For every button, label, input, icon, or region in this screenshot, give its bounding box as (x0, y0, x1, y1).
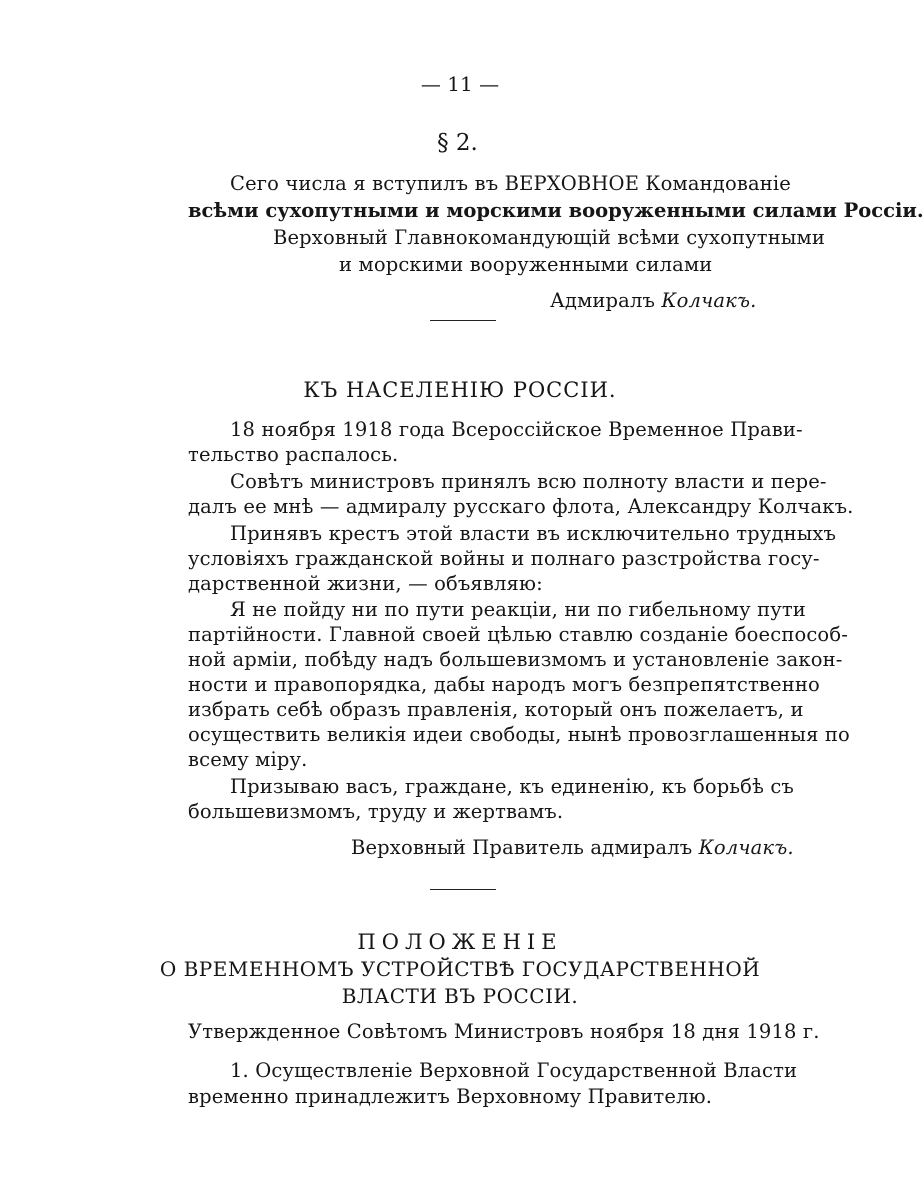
paragraph-line: партійности. Главной своей цѣлью ставлю созданіе боеспособ- (188, 623, 848, 646)
address-title: КЪ НАСЕЛЕНІЮ РОССІИ. (303, 378, 617, 402)
paragraph-line: Принявъ крестъ этой власти въ исключительно трудныхъ (230, 522, 837, 545)
section-text-line: Сего числа я вступилъ въ ВЕРХОВНОЕ Командованіе (230, 172, 791, 195)
paragraph-line: Призываю васъ, граждане, къ единенію, къ борьбѣ съ (230, 775, 794, 798)
paragraph-line: дарственной жизни, — объявляю: (188, 572, 543, 595)
paragraph-line: условіяхъ гражданской войны и полнаго разстройства госу- (188, 547, 820, 570)
divider (430, 889, 496, 890)
regulation-subtitle: О ВРЕМЕННОМЪ УСТРОЙСТВѢ ГОСУДАРСТВЕННОЙ (159, 957, 761, 981)
approval-line: Утвержденное Совѣтомъ Министровъ ноября 18 дня 1918 г. (188, 1020, 820, 1043)
item-line: 1. Осуществленіе Верховной Государственной Власти (230, 1059, 798, 1082)
paragraph-line: избрать себѣ образъ правленія, который онъ пожелаетъ, и (188, 698, 804, 721)
paragraph-line: осуществить великія идеи свободы, нынѣ провозглашенныя по (188, 723, 850, 746)
signature-title: Верховный Правитель адмиралъ (351, 836, 693, 859)
signature-title-line: и морскими вооруженными силами (339, 253, 713, 276)
regulation-subtitle: ВЛАСТИ ВЪ РОССІИ. (341, 984, 579, 1008)
signature-name: Колчакъ. (698, 836, 794, 859)
paragraph-line: Я не пойду ни по пути реакціи, ни по гибельному пути (230, 598, 806, 621)
paragraph-line: тельство распалось. (188, 443, 399, 466)
section-mark: § 2. (437, 130, 478, 156)
section-text-line: всѣми сухопутными и морскими вооруженными силами Россіи. (188, 199, 924, 222)
paragraph-line: Совѣтъ министровъ принялъ всю полноту власти и пере- (230, 470, 827, 493)
paragraph-line: далъ ее мнѣ — адмиралу русскаго флота, Александру Колчакъ. (188, 495, 854, 518)
regulation-title: ПОЛОЖЕНІЕ (357, 930, 563, 954)
signature-title-line: Верховный Главнокомандующій всѣми сухопутными (273, 226, 825, 249)
signature-line (351, 836, 794, 859)
paragraph-line: ной арміи, побѣду надъ большевизмомъ и установленіе закон- (188, 648, 843, 671)
paragraph-line: большевизмомъ, труду и жертвамъ. (188, 800, 564, 823)
divider (430, 320, 496, 321)
page-number: — 11 — (420, 72, 500, 96)
item-line: временно принадлежитъ Верховному Правителю. (188, 1085, 713, 1108)
signature-rank: Адмиралъ (550, 289, 656, 312)
paragraph-line: всему міру. (188, 748, 308, 771)
signature-line (550, 289, 756, 312)
paragraph-line: ности и правопорядка, дабы народъ могъ безпрепятственно (188, 673, 820, 696)
paragraph-line: 18 ноября 1918 года Всероссійское Временное Прави- (230, 418, 803, 441)
signature-name: Колчакъ. (661, 289, 757, 312)
